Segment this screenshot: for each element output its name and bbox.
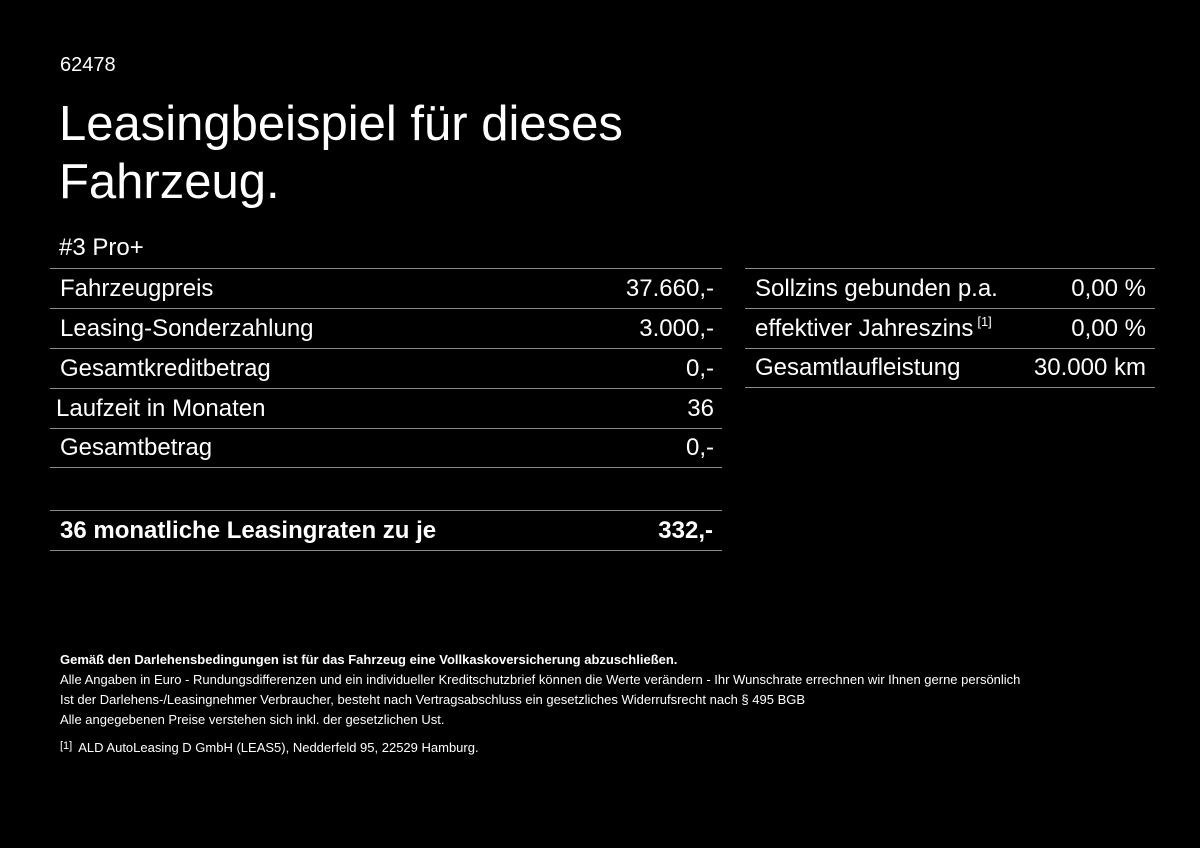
table-row bbox=[50, 268, 722, 308]
monthly-rate-table bbox=[50, 510, 722, 551]
table-row bbox=[50, 308, 722, 348]
reference-id: 62478 bbox=[60, 54, 116, 76]
table-row bbox=[50, 348, 722, 388]
footnote-reference: [1] bbox=[977, 314, 992, 329]
row-label: Fahrzeugpreis bbox=[60, 274, 214, 302]
monthly-rate-row bbox=[50, 510, 722, 551]
row-label: Gesamtkreditbetrag bbox=[60, 354, 271, 382]
leasing-details-table bbox=[50, 268, 722, 468]
row-label-text: effektiver Jahreszins bbox=[755, 315, 974, 342]
row-value: 3.000,- bbox=[639, 314, 714, 342]
row-value: 0,00 % bbox=[1071, 274, 1146, 302]
row-value: 0,00 % bbox=[1071, 314, 1146, 342]
footnote bbox=[60, 736, 1020, 758]
row-label: 36 monatliche Leasingraten zu je bbox=[60, 516, 437, 544]
note-line: Alle angegebenen Preise verstehen sich inkl. der gesetzlichen Ust. bbox=[60, 712, 445, 727]
legal-notes bbox=[60, 650, 1020, 758]
title-line-1: Leasingbeispiel für dieses bbox=[59, 97, 623, 151]
interest-details-table bbox=[745, 268, 1155, 388]
table-row bbox=[745, 268, 1155, 308]
row-label: Laufzeit in Monaten bbox=[56, 394, 266, 422]
page-title bbox=[59, 95, 623, 211]
row-value: 37.660,- bbox=[625, 274, 714, 302]
note-line: Ist der Darlehens-/Leasingnehmer Verbraucher, besteht nach Vertragsabschluss ein gesetzliches Widerrufsrecht nach § 495 BGB bbox=[60, 692, 806, 707]
model-name: #3 Pro+ bbox=[59, 234, 144, 261]
row-label: Leasing-Sonderzahlung bbox=[60, 314, 314, 342]
row-label bbox=[745, 314, 992, 343]
table-row bbox=[50, 428, 722, 468]
row-value: 36 bbox=[687, 394, 714, 422]
table-row bbox=[50, 388, 722, 428]
table-row bbox=[745, 308, 1155, 348]
footnote-text: ALD AutoLeasing D GmbH (LEAS5), Nedderfeld 95, 22529 Hamburg. bbox=[78, 740, 479, 755]
footnote-mark: [1] bbox=[60, 740, 73, 752]
table-row bbox=[745, 348, 1155, 388]
row-value: 0,- bbox=[685, 434, 714, 461]
row-label: Sollzins gebunden p.a. bbox=[755, 274, 998, 302]
row-label: Gesamtbetrag bbox=[60, 434, 213, 461]
row-label: Gesamtlaufleistung bbox=[755, 354, 961, 381]
note-line: Alle Angaben in Euro - Rundungsdifferenzen und ein individueller Kreditschutzbrief können die Werte verändern - Ihr Wunschrate errechnen wir Ihnen gerne persönlich bbox=[60, 672, 1021, 687]
row-value: 30.000 km bbox=[1033, 354, 1146, 381]
row-value: 332,- bbox=[658, 516, 713, 544]
row-value: 0,- bbox=[685, 354, 714, 382]
title-line-2: Fahrzeug. bbox=[59, 155, 280, 209]
insurance-note: Gemäß den Darlehensbedingungen ist für das Fahrzeug eine Vollkaskoversicherung abzuschließen. bbox=[60, 652, 678, 667]
